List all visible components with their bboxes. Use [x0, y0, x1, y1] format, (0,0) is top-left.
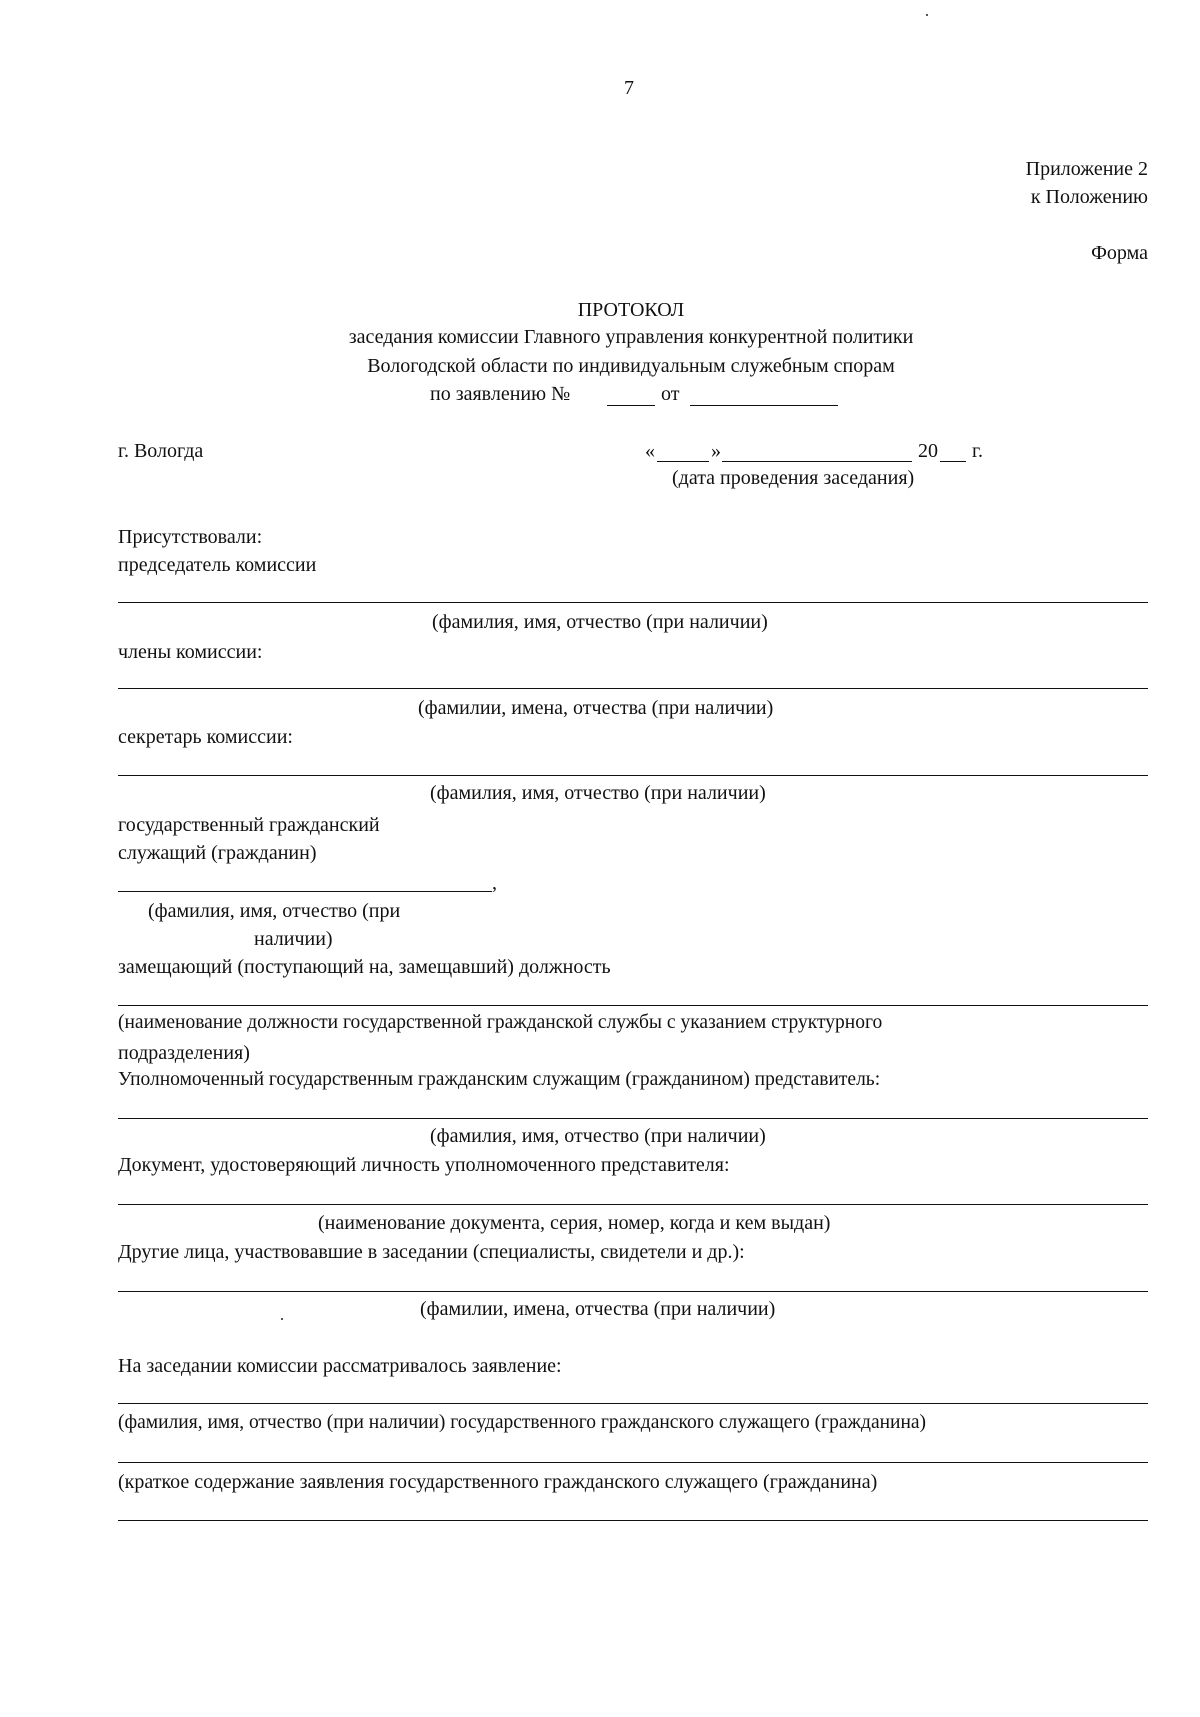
servant-caption-line-2: наличии) — [254, 928, 333, 950]
secretary-caption: (фамилия, имя, отчество (при наличии) — [430, 782, 766, 804]
title-line-1: заседания комиссии Главного управления конкурентной политики — [348, 326, 914, 348]
document-title: ПРОТОКОЛ — [577, 299, 685, 321]
considered-label: На заседании комиссии рассматривалось заявление: — [118, 1355, 562, 1377]
members-line — [118, 688, 1148, 689]
position-caption-line-1: (наименование должности государственной гражданской службы с указанием структурного — [118, 1012, 883, 1033]
representative-line — [118, 1118, 1148, 1119]
servant-comma: , — [492, 872, 497, 894]
document-label: Документ, удостоверяющий личность уполномоченного представителя: — [118, 1154, 730, 1176]
date-close-quote: » — [711, 440, 721, 462]
title-line-2: Вологодской области по индивидуальным служебным спорам — [367, 355, 895, 377]
others-label: Другие лица, участвовавшие в заседании (специалисты, свидетели и др.): — [118, 1241, 745, 1263]
date-year-suffix: г. — [972, 440, 983, 462]
form-label: Форма — [1091, 242, 1148, 264]
date-year-blank — [940, 461, 966, 462]
date-open-quote: « — [645, 440, 655, 462]
chairman-label: председатель комиссии — [118, 554, 317, 576]
date-month-blank — [722, 461, 912, 462]
servant-label-line-2: служащий (гражданин) — [118, 842, 317, 864]
others-caption: (фамилии, имена, отчества (при наличии) — [420, 1298, 776, 1320]
scan-speck — [926, 14, 928, 16]
document-line — [118, 1204, 1148, 1205]
representative-label: Уполномоченный государственным гражданским служащим (гражданином) представитель: — [118, 1069, 881, 1090]
members-label: члены комиссии: — [118, 641, 263, 663]
scan-speck — [281, 1318, 283, 1320]
document-caption: (наименование документа, серия, номер, когда и кем выдан) — [318, 1212, 831, 1234]
applicant-line — [118, 1403, 1148, 1404]
servant-name-line — [118, 891, 492, 892]
members-caption: (фамилии, имена, отчества (при наличии) — [418, 697, 774, 719]
servant-caption-line-1: (фамилия, имя, отчество (при — [148, 900, 401, 922]
secretary-line — [118, 775, 1148, 776]
date-day-blank — [657, 461, 709, 462]
regulation-label: к Положению — [1030, 186, 1148, 208]
present-label: Присутствовали: — [118, 526, 263, 548]
page-number: 7 — [624, 77, 634, 99]
summary-line-2 — [118, 1520, 1148, 1521]
summary-caption: (краткое содержание заявления государственного гражданского служащего (гражданина) — [118, 1471, 878, 1493]
applicant-caption: (фамилия, имя, отчество (при наличии) государственного гражданского служащего (гражданина) — [118, 1412, 927, 1433]
others-line — [118, 1291, 1148, 1292]
position-caption-line-2: подразделения) — [118, 1042, 250, 1064]
statement-number-blank — [607, 405, 655, 406]
servant-label-line-1: государственный гражданский — [118, 814, 380, 836]
chairman-caption: (фамилия, имя, отчество (при наличии) — [432, 611, 768, 633]
appendix-label: Приложение 2 — [1025, 158, 1148, 180]
representative-caption: (фамилия, имя, отчество (при наличии) — [430, 1125, 766, 1147]
position-line — [118, 1005, 1148, 1006]
statement-from-label: от — [661, 383, 680, 405]
secretary-label: секретарь комиссии: — [118, 726, 293, 748]
statement-date-blank — [690, 405, 838, 406]
statement-number-label: по заявлению № — [430, 383, 571, 405]
position-label: замещающий (поступающий на, замещавший) должность — [118, 956, 611, 978]
chairman-line — [118, 602, 1148, 603]
city-label: г. Вологда — [118, 440, 204, 462]
date-year-prefix: 20 — [918, 440, 938, 462]
summary-line — [118, 1462, 1148, 1463]
date-caption: (дата проведения заседания) — [672, 467, 915, 489]
